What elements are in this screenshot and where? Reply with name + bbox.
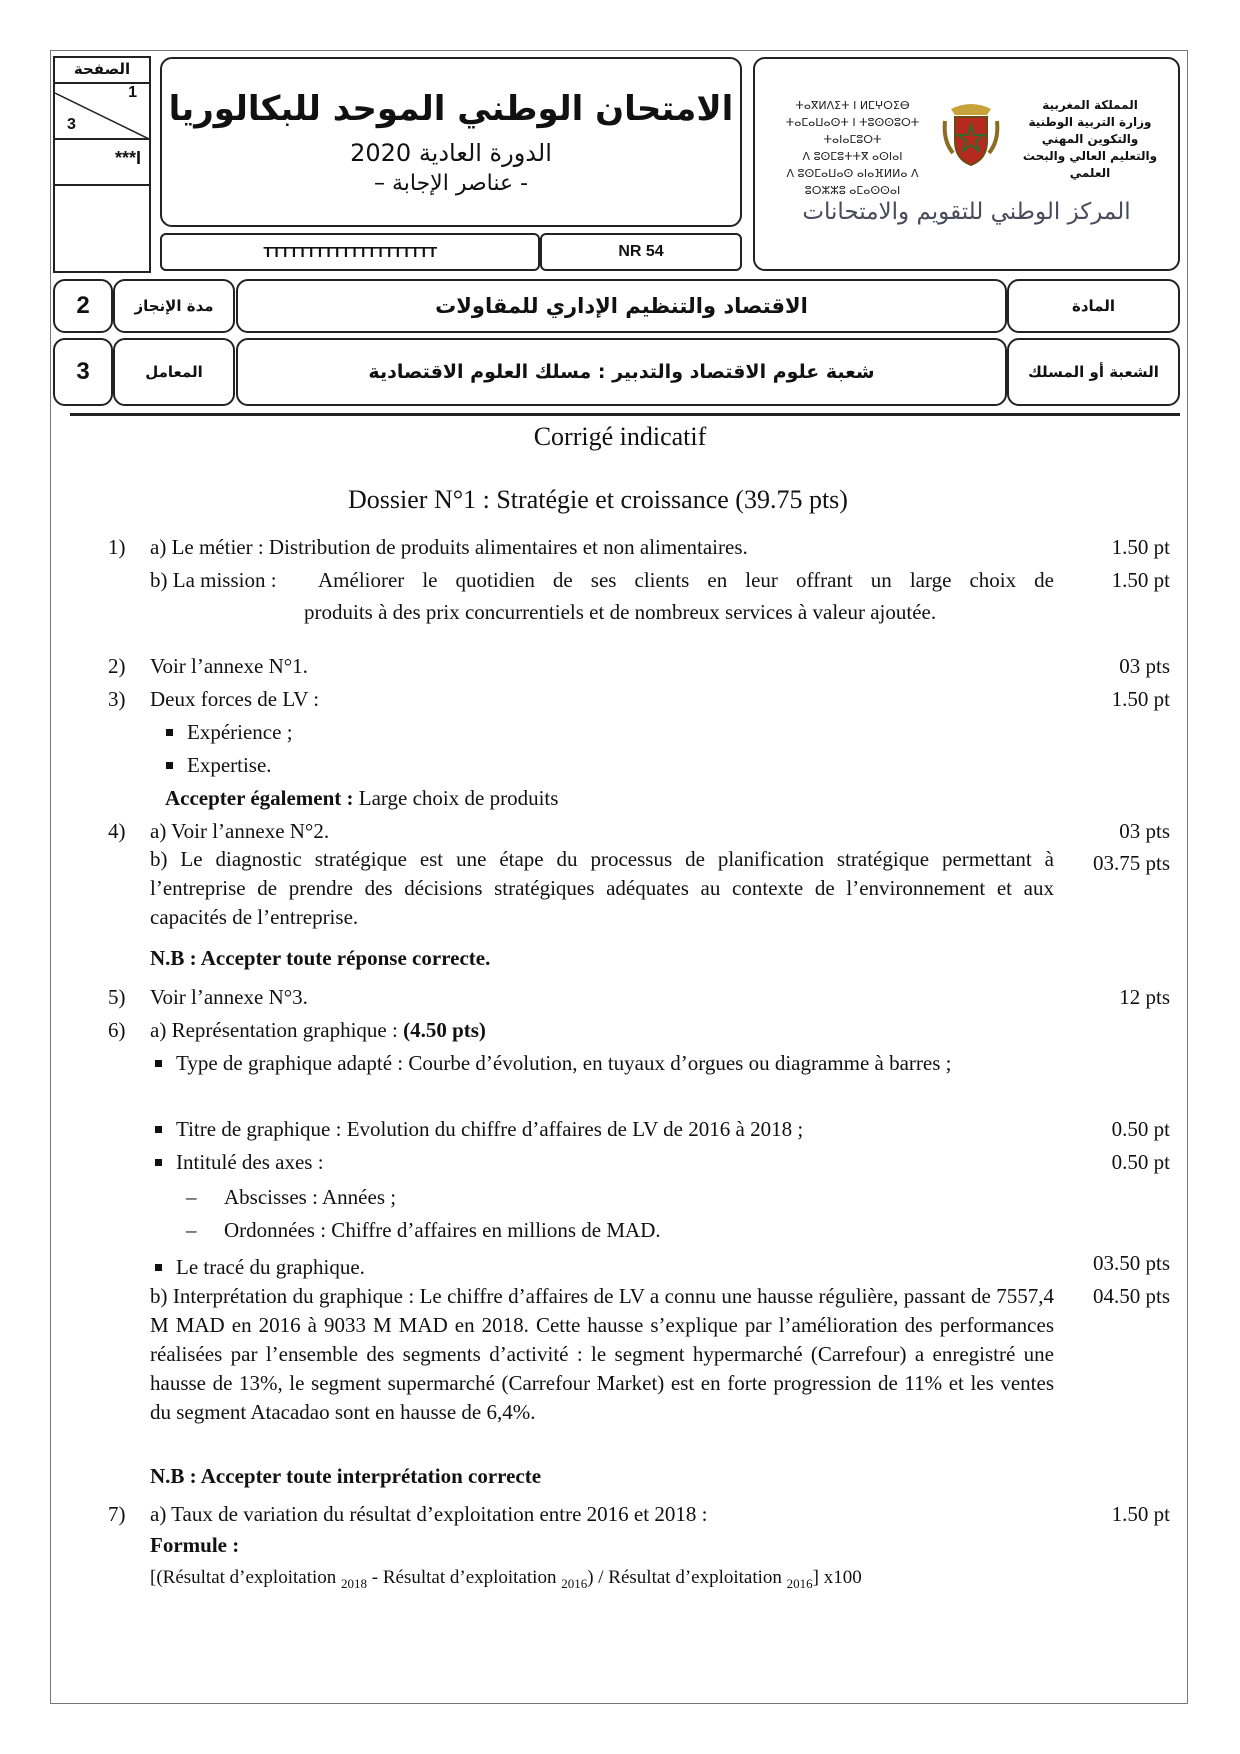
q6b-text: b) Interprétation du graphique : Le chiffre d’affaires de LV a connu une hausse régulière, passant de 7557,4 M MAD en 2016 à 9033 M MAD en 2018. Cette hausse s’explique par l’amélioration des performances réalisées par l’ensemble des segments d’activité : le segment hypermarché (Carrefour) a enregistré une hausse de 13%, le segment supermarché (Carrefour Market) est en forte progression de 11% et les ventes du segment Atacadao sont en hausse de 6,4%. bbox=[150, 1284, 1054, 1424]
q6-bullet-axes-points: 0.50 pt bbox=[1111, 1150, 1170, 1174]
page-code-bottom-line bbox=[55, 184, 149, 186]
formula-minus: - Résultat d’exploitation bbox=[367, 1567, 562, 1588]
q3-bullet-1: Expérience ; bbox=[166, 718, 293, 747]
page-fraction-bottom-line bbox=[55, 138, 149, 140]
q1a-text: a) Le métier : Distribution de produits alimentaires et non alimentaires. bbox=[150, 535, 748, 559]
coef-value-box bbox=[53, 338, 113, 406]
formula-year-1: 2018 bbox=[341, 1575, 368, 1591]
q6-bullet-title-points: 0.50 pt bbox=[1111, 1117, 1170, 1141]
q1b-text-line2: produits à des prix concurrentiels et de nombreux services à valeur ajoutée. bbox=[304, 600, 937, 624]
doc-title: Corrigé indicatif bbox=[533, 422, 707, 451]
coef-value: 3 bbox=[76, 358, 90, 385]
subject-value-box bbox=[236, 279, 1007, 333]
q6-bullet-title: Titre de graphique : Evolution du chiffre d’affaires de LV de 2016 à 2018 ; bbox=[155, 1115, 803, 1144]
formula-divide: ) / Résultat d’exploitation bbox=[587, 1567, 787, 1588]
q5-text: Voir l’annexe N°3. bbox=[150, 985, 308, 1009]
answer-elements-line: - عناصر الإجابة – bbox=[373, 171, 529, 196]
tifinagh-line-4: ⴷ ⵓⵙⵎⴰⵡⴰⵙ ⴰⵏⴰⴼⵍⵍⴰ ⴷ ⵓⵔⵣⵣⵓ ⴰⵎⴰⵙⵙⴰⵏ bbox=[786, 167, 919, 197]
q4a-text: a) Voir l’annexe N°2. bbox=[150, 819, 330, 843]
q1b-points: 1.50 pt bbox=[1111, 568, 1170, 592]
formula-open: [(Résultat d’exploitation bbox=[150, 1567, 342, 1588]
formula-year-2: 2016 bbox=[561, 1575, 588, 1591]
q6a-lead: a) Représentation graphique : bbox=[150, 1018, 404, 1042]
q7-formula bbox=[150, 1563, 862, 1598]
q6-dash-abscissa: – Abscisses : Années ; bbox=[186, 1183, 396, 1212]
q6-bullet-plot-points: 03.50 pts bbox=[1092, 1251, 1170, 1275]
q6-number: 6) bbox=[108, 1018, 126, 1042]
q1-number: 1) bbox=[108, 535, 126, 559]
q1b-text-line1: Améliorer le quotidien de ses clients en leur offrant un large choix de bbox=[318, 568, 1054, 592]
dossier-title: Dossier N°1 : Stratégie et croissance (39.75 pts) bbox=[348, 485, 848, 514]
tifinagh-line-2: ⵜⴰⵎⴰⵡⴰⵙⵜ ⵏ ⵜⵓⵙⵙⵓⵔⵜ ⵜⴰⵏⴰⵎⵓⵔⵜ bbox=[785, 116, 920, 146]
page-code: ***I bbox=[114, 148, 141, 168]
code-box-right bbox=[540, 233, 742, 271]
q2-number: 2) bbox=[108, 654, 126, 678]
q3-accept-line bbox=[165, 784, 558, 813]
q7-number: 7) bbox=[108, 1502, 126, 1526]
center-name: المركز الوطني للتقويم والامتحانات bbox=[802, 199, 1131, 225]
q3-bullet-2: Expertise. bbox=[166, 751, 272, 780]
q3-text: Deux forces de LV : bbox=[150, 687, 320, 711]
q1b-lead: b) La mission : bbox=[150, 568, 277, 592]
q3-points: 1.50 pt bbox=[1111, 687, 1170, 711]
q4a-points: 03 pts bbox=[1119, 819, 1170, 843]
subject-label: المادة bbox=[1072, 297, 1116, 315]
exam-title-box bbox=[160, 57, 742, 227]
q7a-points: 1.50 pt bbox=[1111, 1502, 1170, 1526]
q4b-points: 03.75 pts bbox=[1092, 851, 1170, 875]
kingdom-line-1: المملكة المغربية bbox=[1042, 98, 1138, 112]
q6-bullet-axes: Intitulé des axes : bbox=[155, 1148, 324, 1177]
page-label: الصفحة bbox=[73, 60, 131, 78]
q4-nb: N.B : Accepter toute réponse correcte. bbox=[150, 946, 491, 970]
q6-bullet-plot: Le tracé du graphique. bbox=[155, 1253, 365, 1282]
code-right: NR 54 bbox=[618, 243, 664, 260]
exam-title: الامتحان الوطني الموحد للبكالوريا bbox=[168, 89, 734, 129]
header-divider bbox=[70, 413, 1180, 416]
q6b-points: 04.50 pts bbox=[1092, 1284, 1170, 1308]
coef-label-box bbox=[113, 338, 235, 406]
tifinagh-line-3: ⴷ ⵓⵙⵎⵓⵜⵜⴳ ⴰⵙⵏⴰⵏ bbox=[802, 150, 903, 163]
q2-points: 03 pts bbox=[1119, 654, 1170, 678]
formula-close: ] x100 bbox=[812, 1567, 862, 1588]
q5-number: 5) bbox=[108, 985, 126, 1009]
q4-number: 4) bbox=[108, 819, 126, 843]
branch-value: شعبة علوم الاقتصاد والتدبير : مسلك العلوم الاقتصادية bbox=[368, 361, 875, 383]
kingdom-line-2: وزارة التربية الوطنية bbox=[1028, 115, 1152, 129]
duration-label: مدة الإنجاز bbox=[134, 297, 214, 315]
kingdom-line-4: والتعليم العالي والبحث العلمي bbox=[1022, 149, 1158, 180]
branch-value-box bbox=[236, 338, 1007, 406]
kingdom-block bbox=[1010, 97, 1170, 182]
code-box-left bbox=[160, 233, 540, 271]
duration-value-box bbox=[53, 279, 113, 333]
q3-accept-text: Large choix de produits bbox=[353, 786, 559, 810]
page-total: 3 bbox=[67, 116, 76, 133]
tifinagh-line-1: ⵜⴰⴳⵍⴷⵉⵜ ⵏ ⵍⵎⵖⵔⵉⴱ bbox=[795, 99, 910, 112]
duration-label-box bbox=[113, 279, 235, 333]
q6a-line bbox=[150, 1016, 486, 1045]
q6-nb: N.B : Accepter toute interprétation correcte bbox=[150, 1464, 542, 1488]
coat-of-arms-icon bbox=[941, 101, 1001, 167]
branch-label: الشعبة أو المسلك bbox=[1028, 363, 1159, 381]
q7-formula-label: Formule : bbox=[150, 1533, 240, 1557]
page-current: 1 bbox=[128, 84, 137, 101]
subject-value: الاقتصاد والتنظيم الإداري للمقاولات bbox=[435, 294, 808, 318]
duration-value: 2 bbox=[76, 292, 90, 319]
q2-text: Voir l’annexe N°1. bbox=[150, 654, 308, 678]
q6-dash-ordinate: – Ordonnées : Chiffre d’affaires en millions de MAD. bbox=[186, 1216, 661, 1245]
session-line: الدورة العادية 2020 bbox=[350, 139, 552, 167]
q4b-text: b) Le diagnostic stratégique est une étape du processus de planification stratégique permettant à l’entreprise de prendre des décisions stratégiques adéquates au contexte de l’environnement et aux capacités de l’entreprise. bbox=[150, 847, 1054, 929]
institution-box bbox=[753, 57, 1180, 271]
q5-points: 12 pts bbox=[1119, 985, 1170, 1009]
q3-accept-label: Accepter également : bbox=[165, 786, 354, 810]
q6-bullet-type: Type de graphique adapté : Courbe d’évolution, en tuyaux d’orgues ou diagramme à barres ; bbox=[155, 1049, 1082, 1078]
kingdom-line-3: والتكوين المهني bbox=[1041, 132, 1139, 146]
tifinagh-block bbox=[765, 97, 940, 199]
q1a-points: 1.50 pt bbox=[1111, 535, 1170, 559]
q6a-points-inline: (4.50 pts) bbox=[403, 1018, 486, 1042]
code-left: TTTTTTTTTTTTTTTTTTTT bbox=[263, 243, 437, 261]
q7a-text: a) Taux de variation du résultat d’exploitation entre 2016 et 2018 : bbox=[150, 1502, 708, 1526]
formula-year-3: 2016 bbox=[786, 1575, 813, 1591]
q3-number: 3) bbox=[108, 687, 126, 711]
subject-label-box bbox=[1007, 279, 1180, 333]
page-number-box bbox=[53, 56, 151, 273]
coef-label: المعامل bbox=[145, 363, 203, 381]
branch-label-box bbox=[1007, 338, 1180, 406]
